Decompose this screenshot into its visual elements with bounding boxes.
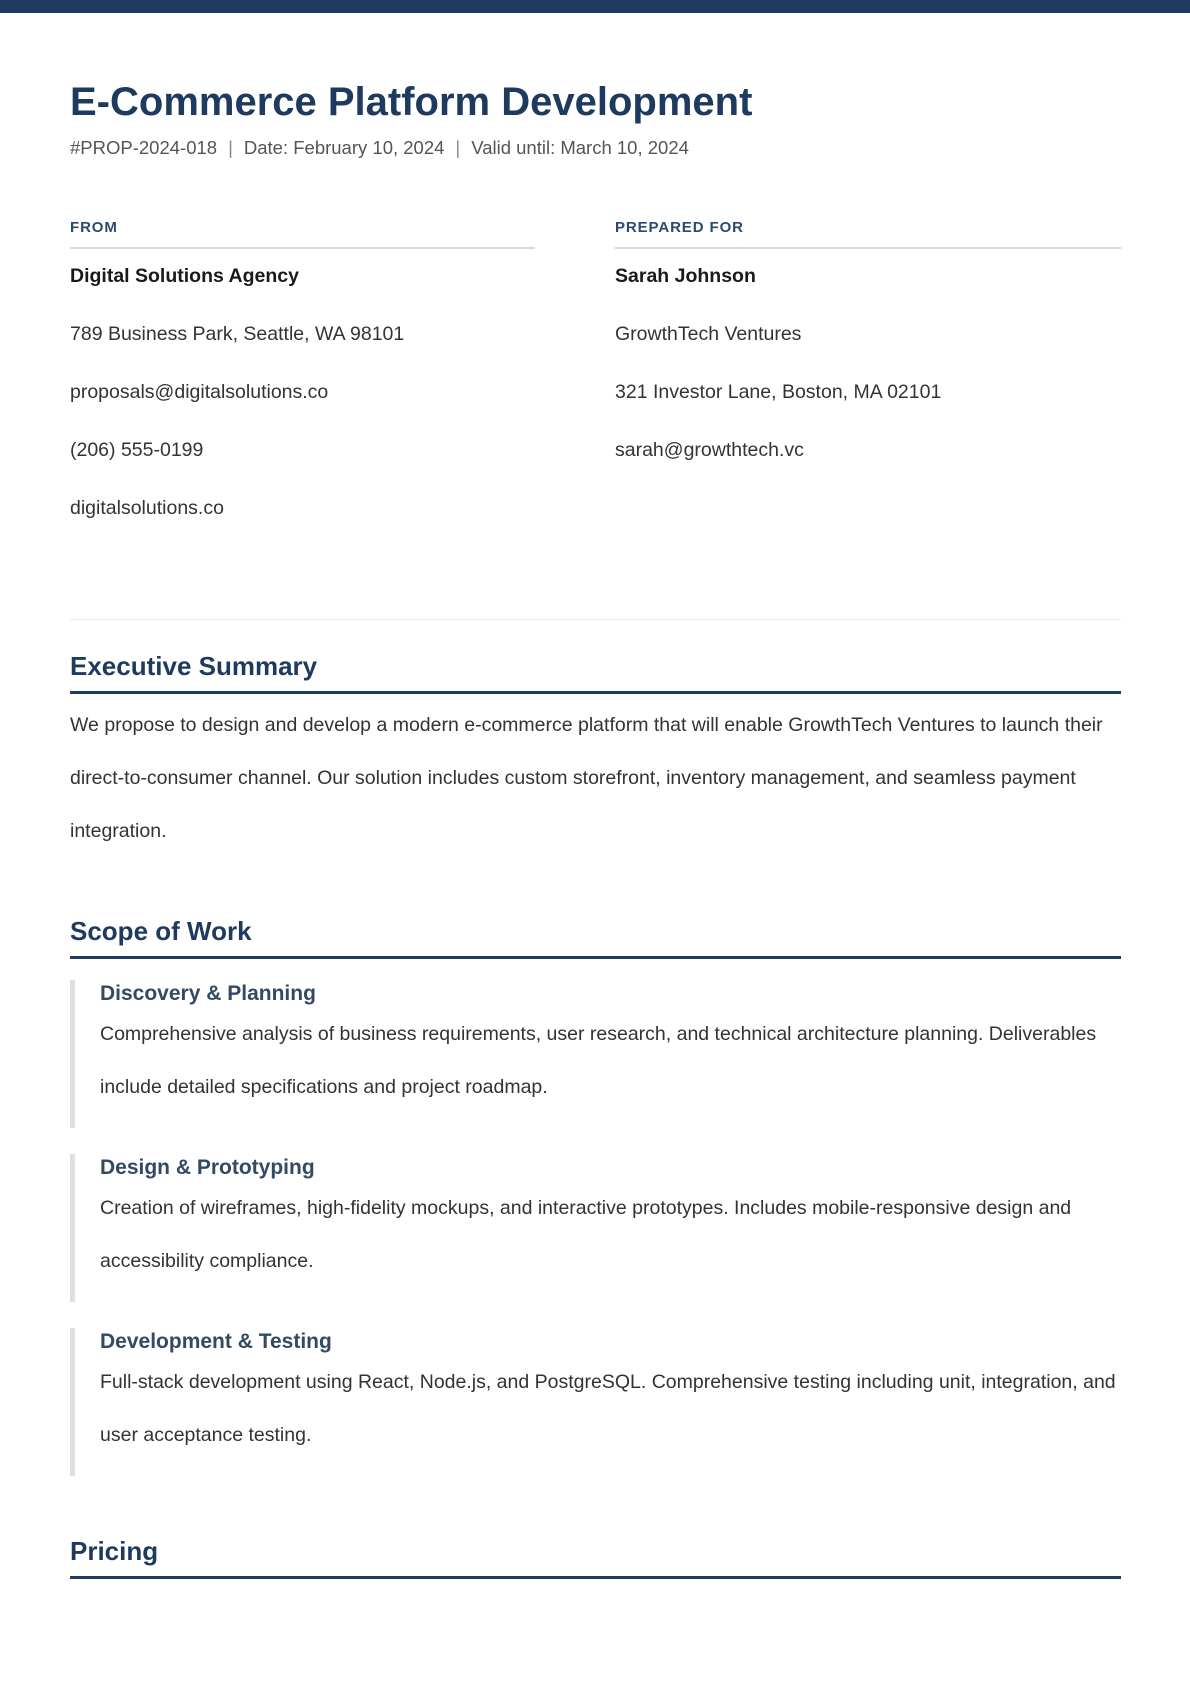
proposal-meta <box>70 136 1121 159</box>
scope-item-discovery <box>70 980 1121 1128</box>
top-accent-bar <box>0 0 1190 13</box>
from-website: digitalsolutions.co <box>70 497 224 519</box>
proposal-date: Date: February 10, 2024 <box>243 137 445 158</box>
meta-separator: | <box>228 137 233 158</box>
executive-summary-heading: Executive Summary <box>70 649 1121 694</box>
scope-item-description: Creation of wireframes, high-fidelity mockups, and interactive prototypes. Includes mobile-responsive design and accessibility compliance. <box>100 1197 1072 1272</box>
meta-separator: | <box>455 137 461 158</box>
client-name: Sarah Johnson <box>615 265 756 287</box>
from-phone: (206) 555-0199 <box>70 439 204 461</box>
parties-section <box>70 219 1121 521</box>
from-block <box>70 219 535 521</box>
proposal-valid-until: Valid until: March 10, 2024 <box>471 137 689 158</box>
scope-item-description: Full-stack development using React, Node.js, and PostgreSQL. Comprehensive testing including unit, integration, and user acceptance testing. <box>100 1371 1116 1446</box>
from-email: proposals@digitalsolutions.co <box>70 381 329 403</box>
scope-of-work-heading: Scope of Work <box>70 914 1121 959</box>
proposal-number: #PROP-2024-018 <box>70 137 218 158</box>
from-label: FROM <box>70 219 535 249</box>
client-address: 321 Investor Lane, Boston, MA 02101 <box>615 381 942 403</box>
page-title: E-Commerce Platform Development <box>70 80 753 124</box>
scope-of-work-section <box>70 914 1121 1476</box>
scope-item-title: Design & Prototyping <box>100 1156 315 1179</box>
client-company: GrowthTech Ventures <box>615 323 802 345</box>
scope-item-development <box>70 1328 1121 1476</box>
prepared-for-block <box>615 219 1121 521</box>
from-address: 789 Business Park, Seattle, WA 98101 <box>70 323 405 345</box>
pricing-section <box>70 1534 1121 1579</box>
executive-summary-body: We propose to design and develop a modern e-commerce platform that will enable GrowthTech Ventures to launch their direct-to-consumer channel. Our solution includes custom storefront, inventory management, and seamless payment integration. <box>70 714 1103 842</box>
section-divider <box>70 619 1121 620</box>
scope-item-title: Development & Testing <box>100 1330 332 1353</box>
scope-item-list <box>70 980 1121 1476</box>
client-email: sarah@growthtech.vc <box>615 439 804 461</box>
executive-summary-section <box>70 649 1121 858</box>
prepared-for-label: PREPARED FOR <box>615 219 1121 249</box>
from-company-name: Digital Solutions Agency <box>70 265 299 287</box>
scope-item-title: Discovery & Planning <box>100 982 316 1005</box>
scope-item-design <box>70 1154 1121 1302</box>
proposal-document <box>0 79 1190 1639</box>
scope-item-description: Comprehensive analysis of business requirements, user research, and technical architecture planning. Deliverables include detailed specifications and project roadmap. <box>100 1023 1097 1098</box>
pricing-heading: Pricing <box>70 1534 1121 1579</box>
